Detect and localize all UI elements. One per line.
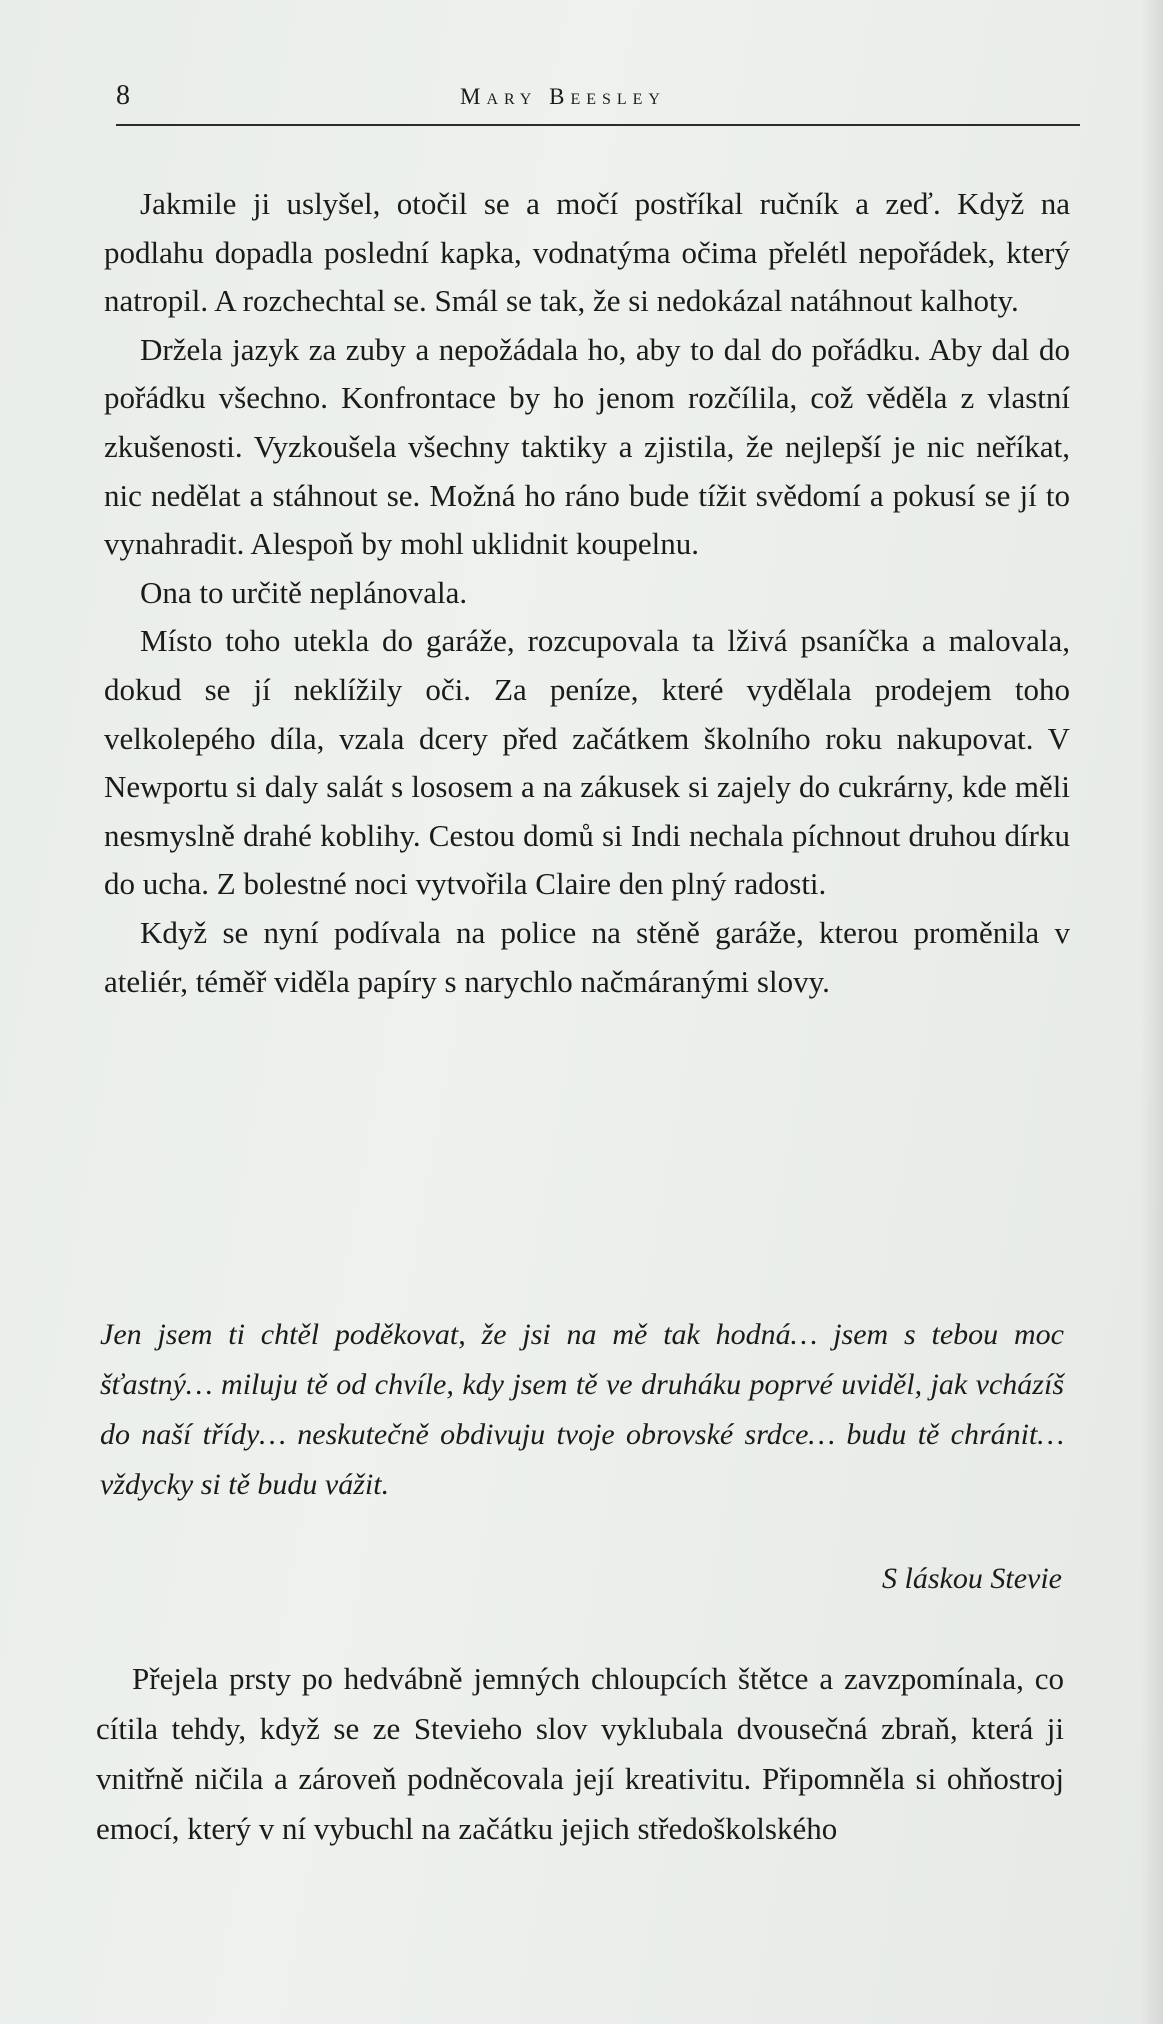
running-head bbox=[116, 80, 1080, 120]
page-number: 8 bbox=[116, 80, 130, 111]
page-edge-shadow bbox=[1141, 0, 1163, 2024]
quoted-letter: Jen jsem ti chtěl poděkovat, že jsi na mě tak hodná… jsem s tebou moc šťastný… miluju tě od chvíle, kdy jsem tě ve druháku poprvé uviděl, jak vcházíš do naší třídy… neskutečně obdivuju tvoje obrovské srdce… budu tě chránit… vždycky si tě budu vážit. bbox=[100, 1318, 1064, 1501]
running-title: Mary Beesley bbox=[460, 84, 666, 109]
paragraph: Když se nyní podívala na police na stěně garáže, kterou proměnila v ateliér, téměř viděla papíry s narychlo načmáranými slovy. bbox=[104, 914, 1070, 999]
paragraph: Držela jazyk za zuby a nepožádala ho, aby to dal do pořádku. Aby dal do pořádku všechno. Konfrontace by ho jenom rozčílila, což věděla z vlastní zkušenosti. Vyzkoušela všechny taktiky a zjistila, že nejlepší je nic neříkat, nic nedělat a stáhnout se. Možná ho ráno bude tížit svědomí a pokusí se jí to vynahradit. Alespoň by mohl uklidnit koupelnu. bbox=[104, 331, 1070, 562]
closing-text bbox=[96, 1654, 1064, 1854]
paragraph: Ona to určitě neplánovala. bbox=[140, 574, 468, 610]
body-text bbox=[104, 180, 1070, 1006]
paragraph: Jakmile ji uslyšel, otočil se a močí postříkal ručník a zeď. Když na podlahu dopadla poslední kapka, vodnatýma očima přelétl nepořádek, který natropil. A rozchechtal se. Smál se tak, že si nedokázal natáhnout kalhoty. bbox=[104, 186, 1070, 319]
paragraph: Přejela prsty po hedvábně jemných chloupcích štětce a zavzpomínala, co cítila tehdy, když se ze Stevieho slov vyklubala dvousečná zbraň, která ji vnitřně ničila a zároveň podněcovala její kreativitu. Připomněla si ohňostroj emocí, který v ní vybuchl na začátku jejich středoškolského bbox=[96, 1661, 1064, 1846]
letter-signature: S láskou Stevie bbox=[882, 1562, 1062, 1595]
header-rule bbox=[116, 124, 1080, 126]
paragraph: Místo toho utekla do garáže, rozcupovala ta lživá psaníčka a malovala, dokud se jí neklížily oči. Za peníze, které vydělala prodejem toho velkolepého díla, vzala dcery před začátkem školního roku nakupovat. V Newportu si daly salát s lososem a na zákusek si zajely do cukrárny, kde měli nesmyslně drahé koblihy. Cestou domů si Indi nechala píchnout druhou dírku do ucha. Z bolestné noci vytvořila Claire den plný radosti. bbox=[104, 623, 1070, 902]
